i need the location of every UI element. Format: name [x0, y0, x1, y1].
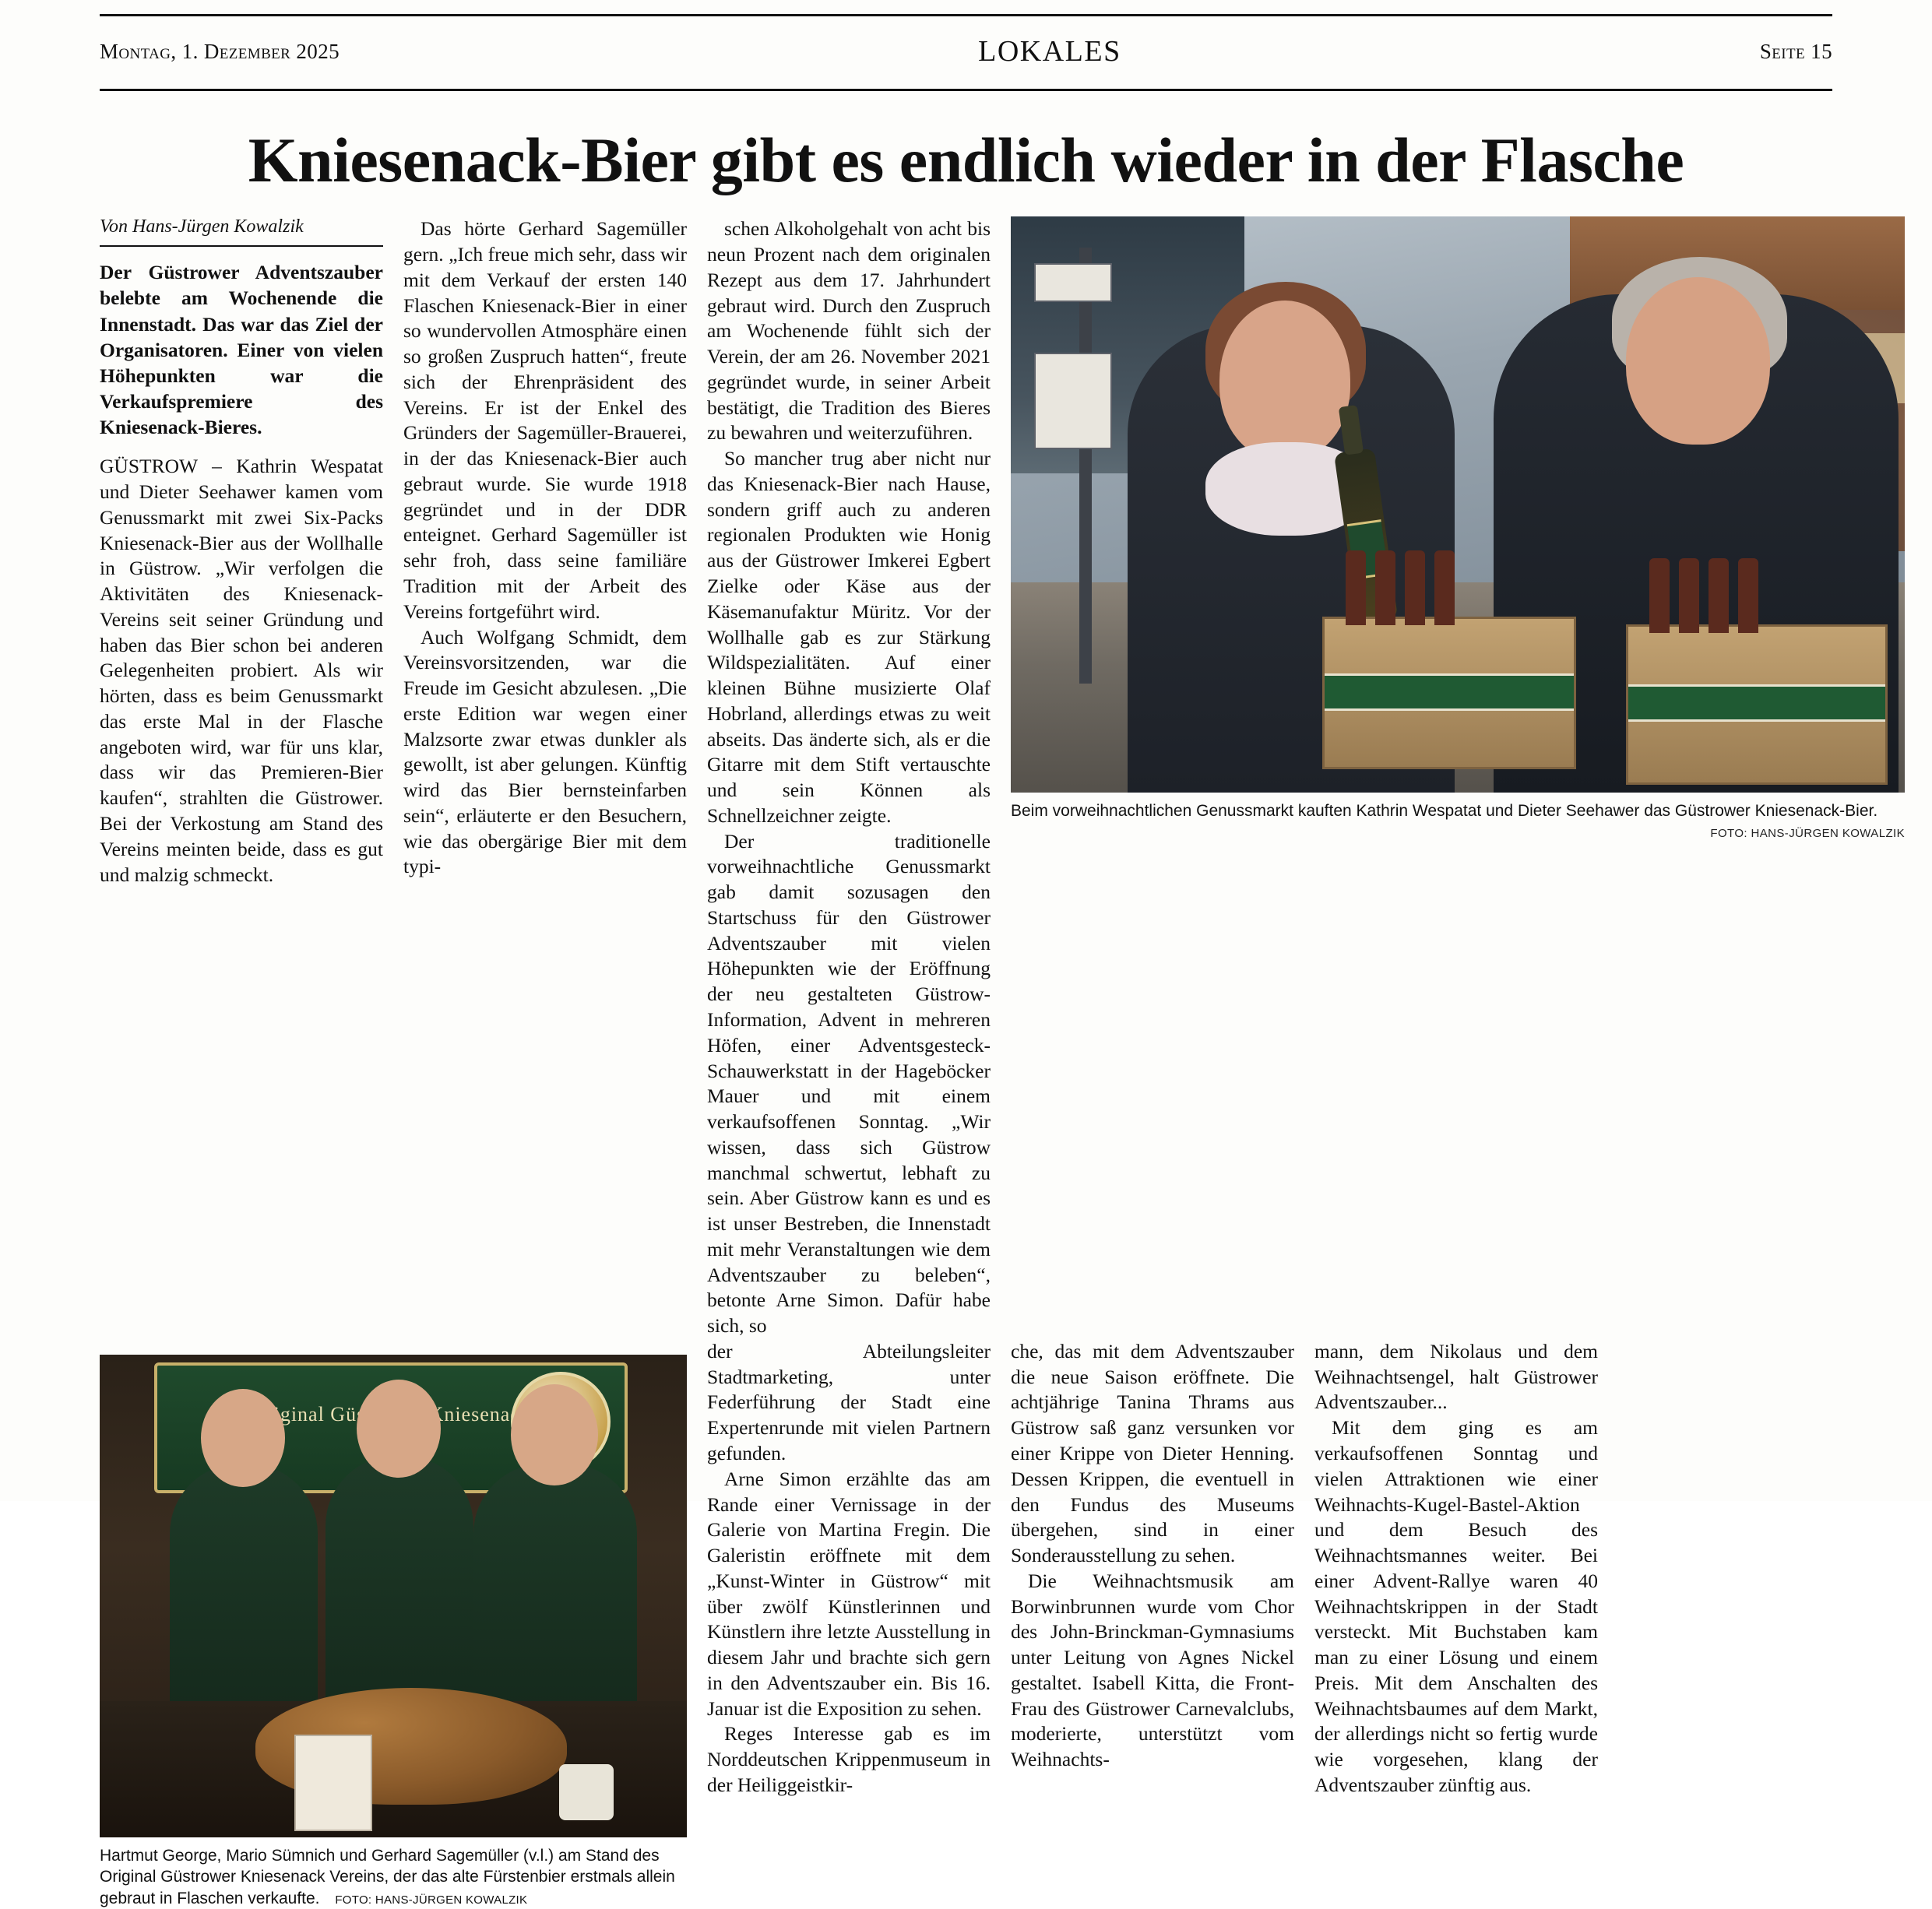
- paragraph: Reges Interesse gab es im Norddeutschen Krippenmuseum in der Heiliggeistkir-: [707, 1722, 991, 1796]
- second-photo-block: [100, 1339, 687, 1909]
- byline: Von Hans-Jürgen Kowalzik: [100, 216, 383, 247]
- column-4: [707, 1339, 991, 1909]
- photo2-person-right: [473, 1464, 637, 1721]
- upper-region: [100, 216, 1905, 1339]
- photo-six-pack-left: [1322, 617, 1576, 769]
- photo2-info-card: [294, 1735, 372, 1831]
- photo-bottle-neck: [1375, 550, 1395, 625]
- photo2-cup: [559, 1764, 614, 1820]
- second-photo-credit: FOTO: HANS-JÜRGEN KOWALZIK: [335, 1893, 528, 1907]
- column-5: [1011, 1339, 1294, 1909]
- photo-bottle-neck: [1649, 558, 1670, 633]
- paragraph: Auch Wolfgang Schmidt, dem Vereinsvorsitzenden, war die Freude im Gesicht abzulesen. „Die erste Edition war wegen einer Malzsorte zwar etwas dunkler als gewollt, ist aber gelungen. Künftig wird das Bier bernsteinfarben sein“, erläuterte er den Besuchern, wie das obergärige Bier mit dem typi-: [403, 625, 687, 878]
- photo-signpost: [1079, 248, 1092, 684]
- photo-verein-stand: [100, 1355, 687, 1837]
- masthead-section: LOKALES: [978, 35, 1121, 68]
- main-photo-caption: Beim vorweihnachtlichen Genussmarkt kauften Kathrin Wespatat und Dieter Seehawer das Güstrower Kniesenack-Bier.: [1011, 802, 1878, 821]
- photo-bottle-neck: [1405, 550, 1425, 625]
- photo-bottle-neck: [1679, 558, 1699, 633]
- paragraph: der Abteilungsleiter Stadtmarketing, unter Federführung der Stadt eine Expertenrunde mit vielen Partnern gefunden.: [707, 1339, 991, 1465]
- paragraph: So mancher trug aber nicht nur das Kniesenack-Bier nach Hause, sondern griff auch zu anderen regionalen Produkten wie Honig aus der Güstrower Imkerei Egbert Zielke oder Käse aus der Käsemanufaktur Müritz. Vor der Wollhalle gab es zur Stärkung Wildspezialitäten. Auf einer kleinen Bühne musizierte Olaf Hobrland, allerdings etwas zu weit abseits. Das änderte sich, als er die Gitarre mit dem Stift vertauschte und sein Können als Schnellzeichner zeigte.: [707, 447, 991, 827]
- paragraph: mann, dem Nikolaus und dem Weihnachtsengel, halt Güstrower Adventszauber...: [1314, 1339, 1598, 1414]
- photo-person-left-face: [1219, 301, 1350, 460]
- masthead-date: Montag, 1. Dezember 2025: [100, 39, 340, 63]
- photo-bottle-neck: [1346, 550, 1366, 625]
- photo-sign-plate: [1034, 263, 1112, 302]
- photo2-person-center: [326, 1456, 473, 1721]
- lead-paragraph: Der Güstrower Adventszauber belebte am Wochenende die Innenstadt. Das war das Ziel der Organisatoren. Einer von vielen Höhepunkten war die Verkaufspremiere des Kniesenack-Bieres.: [100, 261, 383, 439]
- photo-person-right-face: [1626, 277, 1770, 445]
- article-headline: Kniesenack-Bier gibt es endlich wieder in der Flasche: [248, 125, 1684, 195]
- paragraph: schen Alkoholgehalt von acht bis neun Prozent nach dem originalen Rezept aus dem 17. Jahrhundert gebraut wird. Durch den Zuspruch am Wochenende fühlt sich der Verein, der am 26. November 2021 gegründet wurde, in seiner Arbeit bestätigt, die Tradition des Bieres zu bewahren und weiterzuführen.: [707, 217, 991, 445]
- main-photo-credit: FOTO: HANS-JÜRGEN KOWALZIK: [1710, 826, 1905, 840]
- photo-six-pack-band: [1325, 673, 1574, 711]
- photo-bottle-necks-left: [1346, 550, 1455, 625]
- masthead-page-number: Seite 15: [1759, 39, 1832, 63]
- photo-bottle-neck: [1709, 558, 1729, 633]
- photo2-person-left-face: [201, 1389, 285, 1487]
- paragraph: Das hörte Gerhard Sagemüller gern. „Ich freue mich sehr, dass wir mit dem Verkauf der ersten 140 Flaschen Kniesenack-Bier in einer so wundervollen Atmosphäre einen so großen Zuspruch hatten“, freute sich der Ehrenpräsident des Vereins. Er ist der Enkel des Gründers der Sagemüller-Brauerei, in der das Kniesenack-Bier auch gebraut wurde. Sie wurde 1918 gegründet und in der DDR enteignet. Gerhard Sagemüller ist sehr froh, dass seine familiäre Tradition mit der Arbeit des Vereins fortgeführt wird.: [403, 217, 687, 623]
- photo-sign-plate: [1034, 353, 1112, 449]
- photo2-person-right-face: [511, 1384, 598, 1485]
- paragraph: Der traditionelle vorweihnachtliche Genussmarkt gab damit sozusagen den Startschuss für den Güstrower Adventszauber mit vielen Höhepunkten wie der Eröffnung der neu gestalteten Güstrow-Information, Advent in mehreren Höfen, einer Adventsgesteck-Schauwerkstatt in der Hageböcker Mauer und mit einem verkaufsoffenen Sonntag. „Wir wissen, dass sich Güstrow manchmal schwertut, lebhaft zu sein. Aber Güstrow kann es und es ist unser Bestreben, die Innenstadt mit mehr Veranstaltungen wie dem Adventszauber zu beleben“, betonte Arne Simon. Dafür habe sich, so: [707, 829, 991, 1338]
- column-3: [707, 216, 991, 1339]
- photo2-person-left: [170, 1464, 318, 1721]
- photo-six-pack-band: [1628, 684, 1885, 722]
- paragraph: Arne Simon erzählte das am Rande einer Vernissage in der Galerie von Martina Fregin. Die Galeristin eröffnete mit dem „Kunst-Winter in Güstrow“ mit über zwölf Künstlerinnen und Künstlern ihre letzte Ausstellung in diesem Jahr und brachte sich gern in den Adventszauber ein. Bis 16. Januar ist die Exposition zu sehen.: [707, 1467, 991, 1720]
- paragraph: Die Weihnachtsmusik am Borwinbrunnen wurde vom Chor des John-Brinckman-Gymnasiums unter Leitung von Agnes Nickel gestaltet. Isabell Kitta, die Front-Frau des Güstrower Carnevalclubs, moderierte, unterstützt vom Weihnachts-: [1011, 1569, 1294, 1771]
- lower-region: [100, 1339, 1832, 1909]
- masthead: [100, 0, 1832, 91]
- column-6: [1314, 1339, 1598, 1909]
- paragraph: Mit dem ging es am verkaufsoffenen Sonntag und vielen Attraktionen wie einer Weihnachts-Kugel-Bastel-Aktion und dem Besuch des Weihnachtsmannes weiter. Bei einer Advent-Rallye waren 40 Weihnachtskrippen in der Stadt versteckt. Mit Buchstaben kam man zu einer Lösung und einem Preis. Mit dem Anschalten des Weihnachtsbaumes auf dem Markt, der allerdings nicht so fertig wurde wie vorgesehen, klang der Adventszauber zünftig aus.: [1314, 1416, 1598, 1796]
- paragraph: GÜSTROW – Kathrin Wespatat und Dieter Seehawer kamen vom Genussmarkt mit zwei Six-Packs Kniesenack-Bier aus der Wollhalle in Güstrow. „Wir verfolgen die Aktivitäten des Kniesenack-Vereins seit seiner Gründung und haben das Bier schon bei anderen Gelegenheiten probiert. Als wir hörten, dass es beim Genussmarkt das erste Mal in der Flasche angeboten wird, war für uns klar, dass wir das Premieren-Bier kaufen“, strahlten die Güstrower. Bei der Verkostung am Stand des Vereins meinten beide, dass es gut und malzig schmeckt.: [100, 455, 383, 886]
- main-photo-block: [1011, 216, 1905, 1339]
- photo2-person-center-face: [357, 1380, 441, 1478]
- photo-six-pack-right: [1626, 624, 1888, 785]
- column-2: [403, 216, 687, 1339]
- second-photo-caption: [100, 1845, 687, 1909]
- photo-bottle-neck: [1738, 558, 1758, 633]
- paragraph: che, das mit dem Adventszauber die neue Saison eröffnete. Die achtjährige Tanina Thrams aus Güstrow saß ganz versunken vor einer Krippe von Dieter Henning. Dessen Krippen, die eventuell in den Fundus des Museums übergehen, sind in einer Sonderausstellung zu sehen.: [1011, 1339, 1294, 1567]
- photo-genussmarkt: [1011, 216, 1905, 793]
- second-photo-caption-text: Hartmut George, Mario Sümnich und Gerhard Sagemüller (v.l.) am Stand des Original Güstrower Kniesenack Vereins, der das alte Fürstenbier erstmals allein gebraut in Flaschen verkaufte.: [100, 1846, 675, 1907]
- photo2-banner-text: Original Kniesenack: [251, 1402, 531, 1426]
- photo-bottle-neck: [1434, 550, 1455, 625]
- column-1: [100, 216, 383, 1339]
- photo-bottle-necks-right: [1649, 558, 1758, 633]
